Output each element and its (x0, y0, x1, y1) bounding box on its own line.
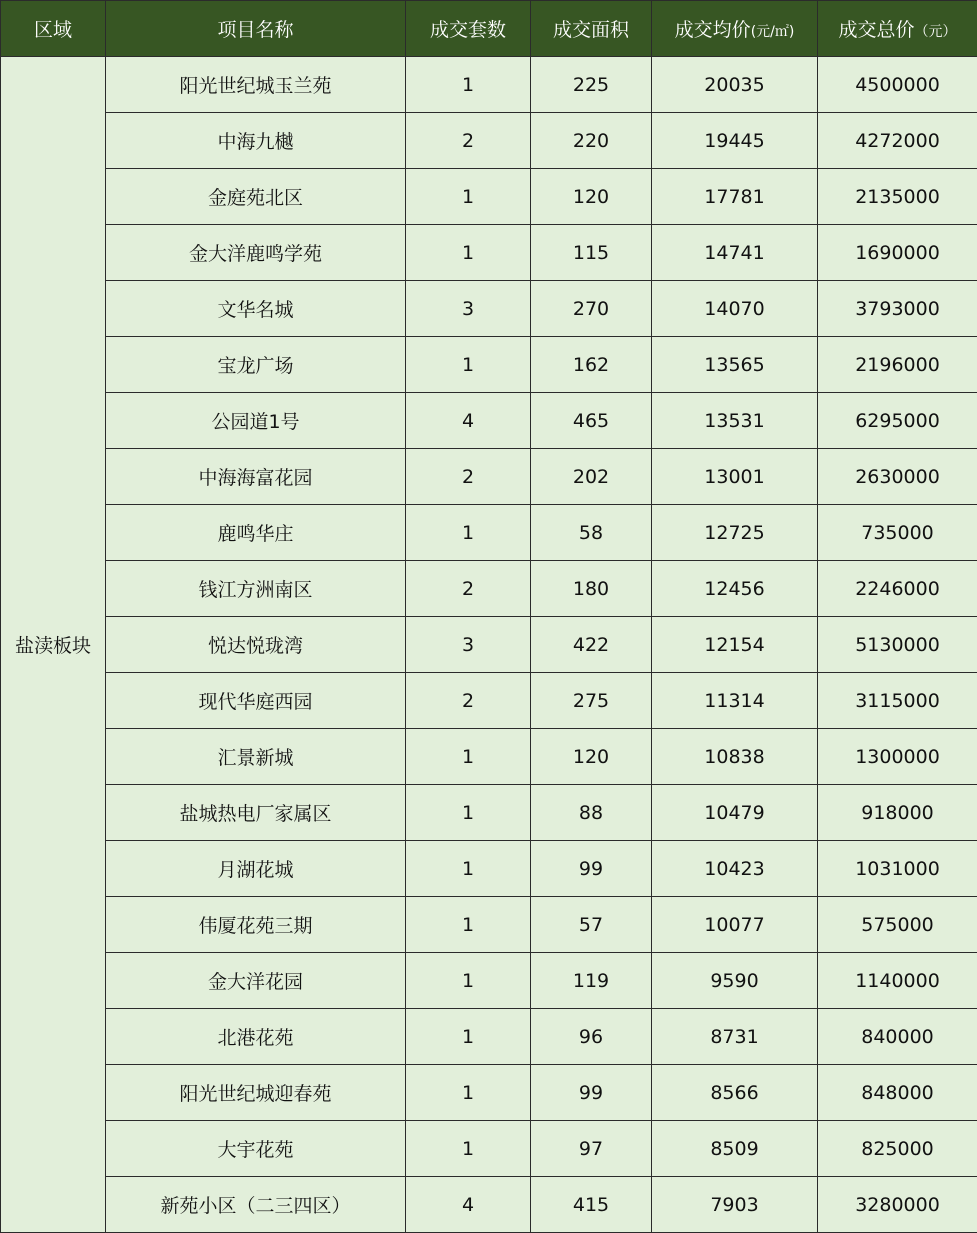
table-row (1, 841, 977, 897)
header-deal-area: 成交面积 (531, 1, 652, 57)
project-name-cell: 北港花苑 (106, 1009, 406, 1065)
region-cell: 盐渎板块 (1, 57, 106, 1233)
avg-price-cell: 10423 (652, 841, 818, 897)
deal-area-cell: 202 (531, 449, 652, 505)
avg-price-cell: 19445 (652, 113, 818, 169)
table-body (1, 57, 977, 1233)
project-name-cell: 钱江方洲南区 (106, 561, 406, 617)
project-name-cell: 月湖花城 (106, 841, 406, 897)
deal-area-cell: 225 (531, 57, 652, 113)
avg-price-cell: 7903 (652, 1177, 818, 1233)
avg-price-cell: 10479 (652, 785, 818, 841)
total-price-cell: 2630000 (818, 449, 977, 505)
deal-area-cell: 220 (531, 113, 652, 169)
table-row (1, 897, 977, 953)
header-total-price-unit: （元） (914, 24, 957, 40)
total-price-cell: 3115000 (818, 673, 977, 729)
deal-count-cell: 1 (406, 897, 531, 953)
total-price-cell: 6295000 (818, 393, 977, 449)
deal-count-cell: 2 (406, 449, 531, 505)
deal-count-cell: 1 (406, 169, 531, 225)
project-name-cell: 中海海富花园 (106, 449, 406, 505)
project-name-cell: 阳光世纪城玉兰苑 (106, 57, 406, 113)
project-name-cell: 文华名城 (106, 281, 406, 337)
table-row (1, 169, 977, 225)
deal-count-cell: 2 (406, 673, 531, 729)
header-region: 区域 (1, 1, 106, 57)
deal-area-cell: 99 (531, 1065, 652, 1121)
total-price-cell: 1690000 (818, 225, 977, 281)
project-name-cell: 盐城热电厂家属区 (106, 785, 406, 841)
total-price-cell: 4272000 (818, 113, 977, 169)
total-price-cell: 1031000 (818, 841, 977, 897)
avg-price-cell: 10077 (652, 897, 818, 953)
deal-count-cell: 2 (406, 113, 531, 169)
project-name-cell: 汇景新城 (106, 729, 406, 785)
total-price-cell: 5130000 (818, 617, 977, 673)
project-name-cell: 新苑小区（二三四区） (106, 1177, 406, 1233)
total-price-cell: 2246000 (818, 561, 977, 617)
project-name-cell: 阳光世纪城迎春苑 (106, 1065, 406, 1121)
table-row (1, 1065, 977, 1121)
deal-area-cell: 97 (531, 1121, 652, 1177)
project-name-cell: 中海九樾 (106, 113, 406, 169)
total-price-cell: 918000 (818, 785, 977, 841)
table-row (1, 337, 977, 393)
avg-price-cell: 17781 (652, 169, 818, 225)
deal-area-cell: 96 (531, 1009, 652, 1065)
avg-price-cell: 10838 (652, 729, 818, 785)
avg-price-cell: 12725 (652, 505, 818, 561)
table-row (1, 1177, 977, 1233)
deal-count-cell: 1 (406, 1009, 531, 1065)
table-row (1, 953, 977, 1009)
avg-price-cell: 13531 (652, 393, 818, 449)
avg-price-cell: 12456 (652, 561, 818, 617)
deal-area-cell: 162 (531, 337, 652, 393)
total-price-cell: 825000 (818, 1121, 977, 1177)
total-price-cell: 4500000 (818, 57, 977, 113)
total-price-cell: 1140000 (818, 953, 977, 1009)
deal-area-cell: 99 (531, 841, 652, 897)
table-row (1, 281, 977, 337)
table-row (1, 57, 977, 113)
deal-area-cell: 58 (531, 505, 652, 561)
deal-count-cell: 4 (406, 393, 531, 449)
header-deal-count: 成交套数 (406, 1, 531, 57)
deal-area-cell: 422 (531, 617, 652, 673)
table-row (1, 505, 977, 561)
avg-price-cell: 20035 (652, 57, 818, 113)
avg-price-cell: 8509 (652, 1121, 818, 1177)
deal-count-cell: 1 (406, 1121, 531, 1177)
table-row (1, 393, 977, 449)
avg-price-cell: 14741 (652, 225, 818, 281)
deal-area-cell: 275 (531, 673, 652, 729)
header-project-name: 项目名称 (106, 1, 406, 57)
avg-price-cell: 14070 (652, 281, 818, 337)
deal-count-cell: 1 (406, 505, 531, 561)
table-row (1, 1009, 977, 1065)
deal-count-cell: 1 (406, 841, 531, 897)
table-row (1, 785, 977, 841)
project-name-cell: 金庭苑北区 (106, 169, 406, 225)
header-avg-price: 成交均价(元/㎡) (652, 1, 818, 57)
project-name-cell: 宝龙广场 (106, 337, 406, 393)
deal-count-cell: 1 (406, 1065, 531, 1121)
avg-price-cell: 8566 (652, 1065, 818, 1121)
avg-price-cell: 12154 (652, 617, 818, 673)
table-row (1, 729, 977, 785)
deal-area-cell: 115 (531, 225, 652, 281)
table-row (1, 673, 977, 729)
deal-count-cell: 1 (406, 785, 531, 841)
avg-price-cell: 9590 (652, 953, 818, 1009)
header-avg-price-unit: (元/㎡) (750, 24, 795, 40)
deal-area-cell: 415 (531, 1177, 652, 1233)
deal-area-cell: 120 (531, 169, 652, 225)
total-price-cell: 2196000 (818, 337, 977, 393)
table-row (1, 225, 977, 281)
deal-count-cell: 1 (406, 729, 531, 785)
table-row (1, 617, 977, 673)
project-name-cell: 金大洋花园 (106, 953, 406, 1009)
deal-area-cell: 465 (531, 393, 652, 449)
deal-count-cell: 1 (406, 337, 531, 393)
project-name-cell: 现代华庭西园 (106, 673, 406, 729)
avg-price-cell: 13565 (652, 337, 818, 393)
project-name-cell: 悦达悦珑湾 (106, 617, 406, 673)
total-price-cell: 3793000 (818, 281, 977, 337)
table-row (1, 113, 977, 169)
deal-area-cell: 120 (531, 729, 652, 785)
deal-count-cell: 3 (406, 617, 531, 673)
project-name-cell: 伟厦花苑三期 (106, 897, 406, 953)
total-price-cell: 735000 (818, 505, 977, 561)
total-price-cell: 2135000 (818, 169, 977, 225)
deal-count-cell: 2 (406, 561, 531, 617)
header-total-price: 成交总价（元） (818, 1, 977, 57)
avg-price-cell: 11314 (652, 673, 818, 729)
total-price-cell: 1300000 (818, 729, 977, 785)
total-price-cell: 840000 (818, 1009, 977, 1065)
project-name-cell: 大宇花苑 (106, 1121, 406, 1177)
total-price-cell: 848000 (818, 1065, 977, 1121)
total-price-cell: 575000 (818, 897, 977, 953)
header-row (1, 1, 977, 57)
table-row (1, 561, 977, 617)
deal-area-cell: 88 (531, 785, 652, 841)
deal-count-cell: 3 (406, 281, 531, 337)
deal-area-cell: 119 (531, 953, 652, 1009)
deal-count-cell: 1 (406, 953, 531, 1009)
avg-price-cell: 8731 (652, 1009, 818, 1065)
total-price-cell: 3280000 (818, 1177, 977, 1233)
deal-area-cell: 57 (531, 897, 652, 953)
deal-area-cell: 270 (531, 281, 652, 337)
deal-count-cell: 1 (406, 57, 531, 113)
table-row (1, 1121, 977, 1177)
deal-area-cell: 180 (531, 561, 652, 617)
avg-price-cell: 13001 (652, 449, 818, 505)
project-name-cell: 公园道1号 (106, 393, 406, 449)
deal-count-cell: 1 (406, 225, 531, 281)
project-name-cell: 鹿鸣华庄 (106, 505, 406, 561)
deal-count-cell: 4 (406, 1177, 531, 1233)
table-row (1, 449, 977, 505)
project-name-cell: 金大洋鹿鸣学苑 (106, 225, 406, 281)
